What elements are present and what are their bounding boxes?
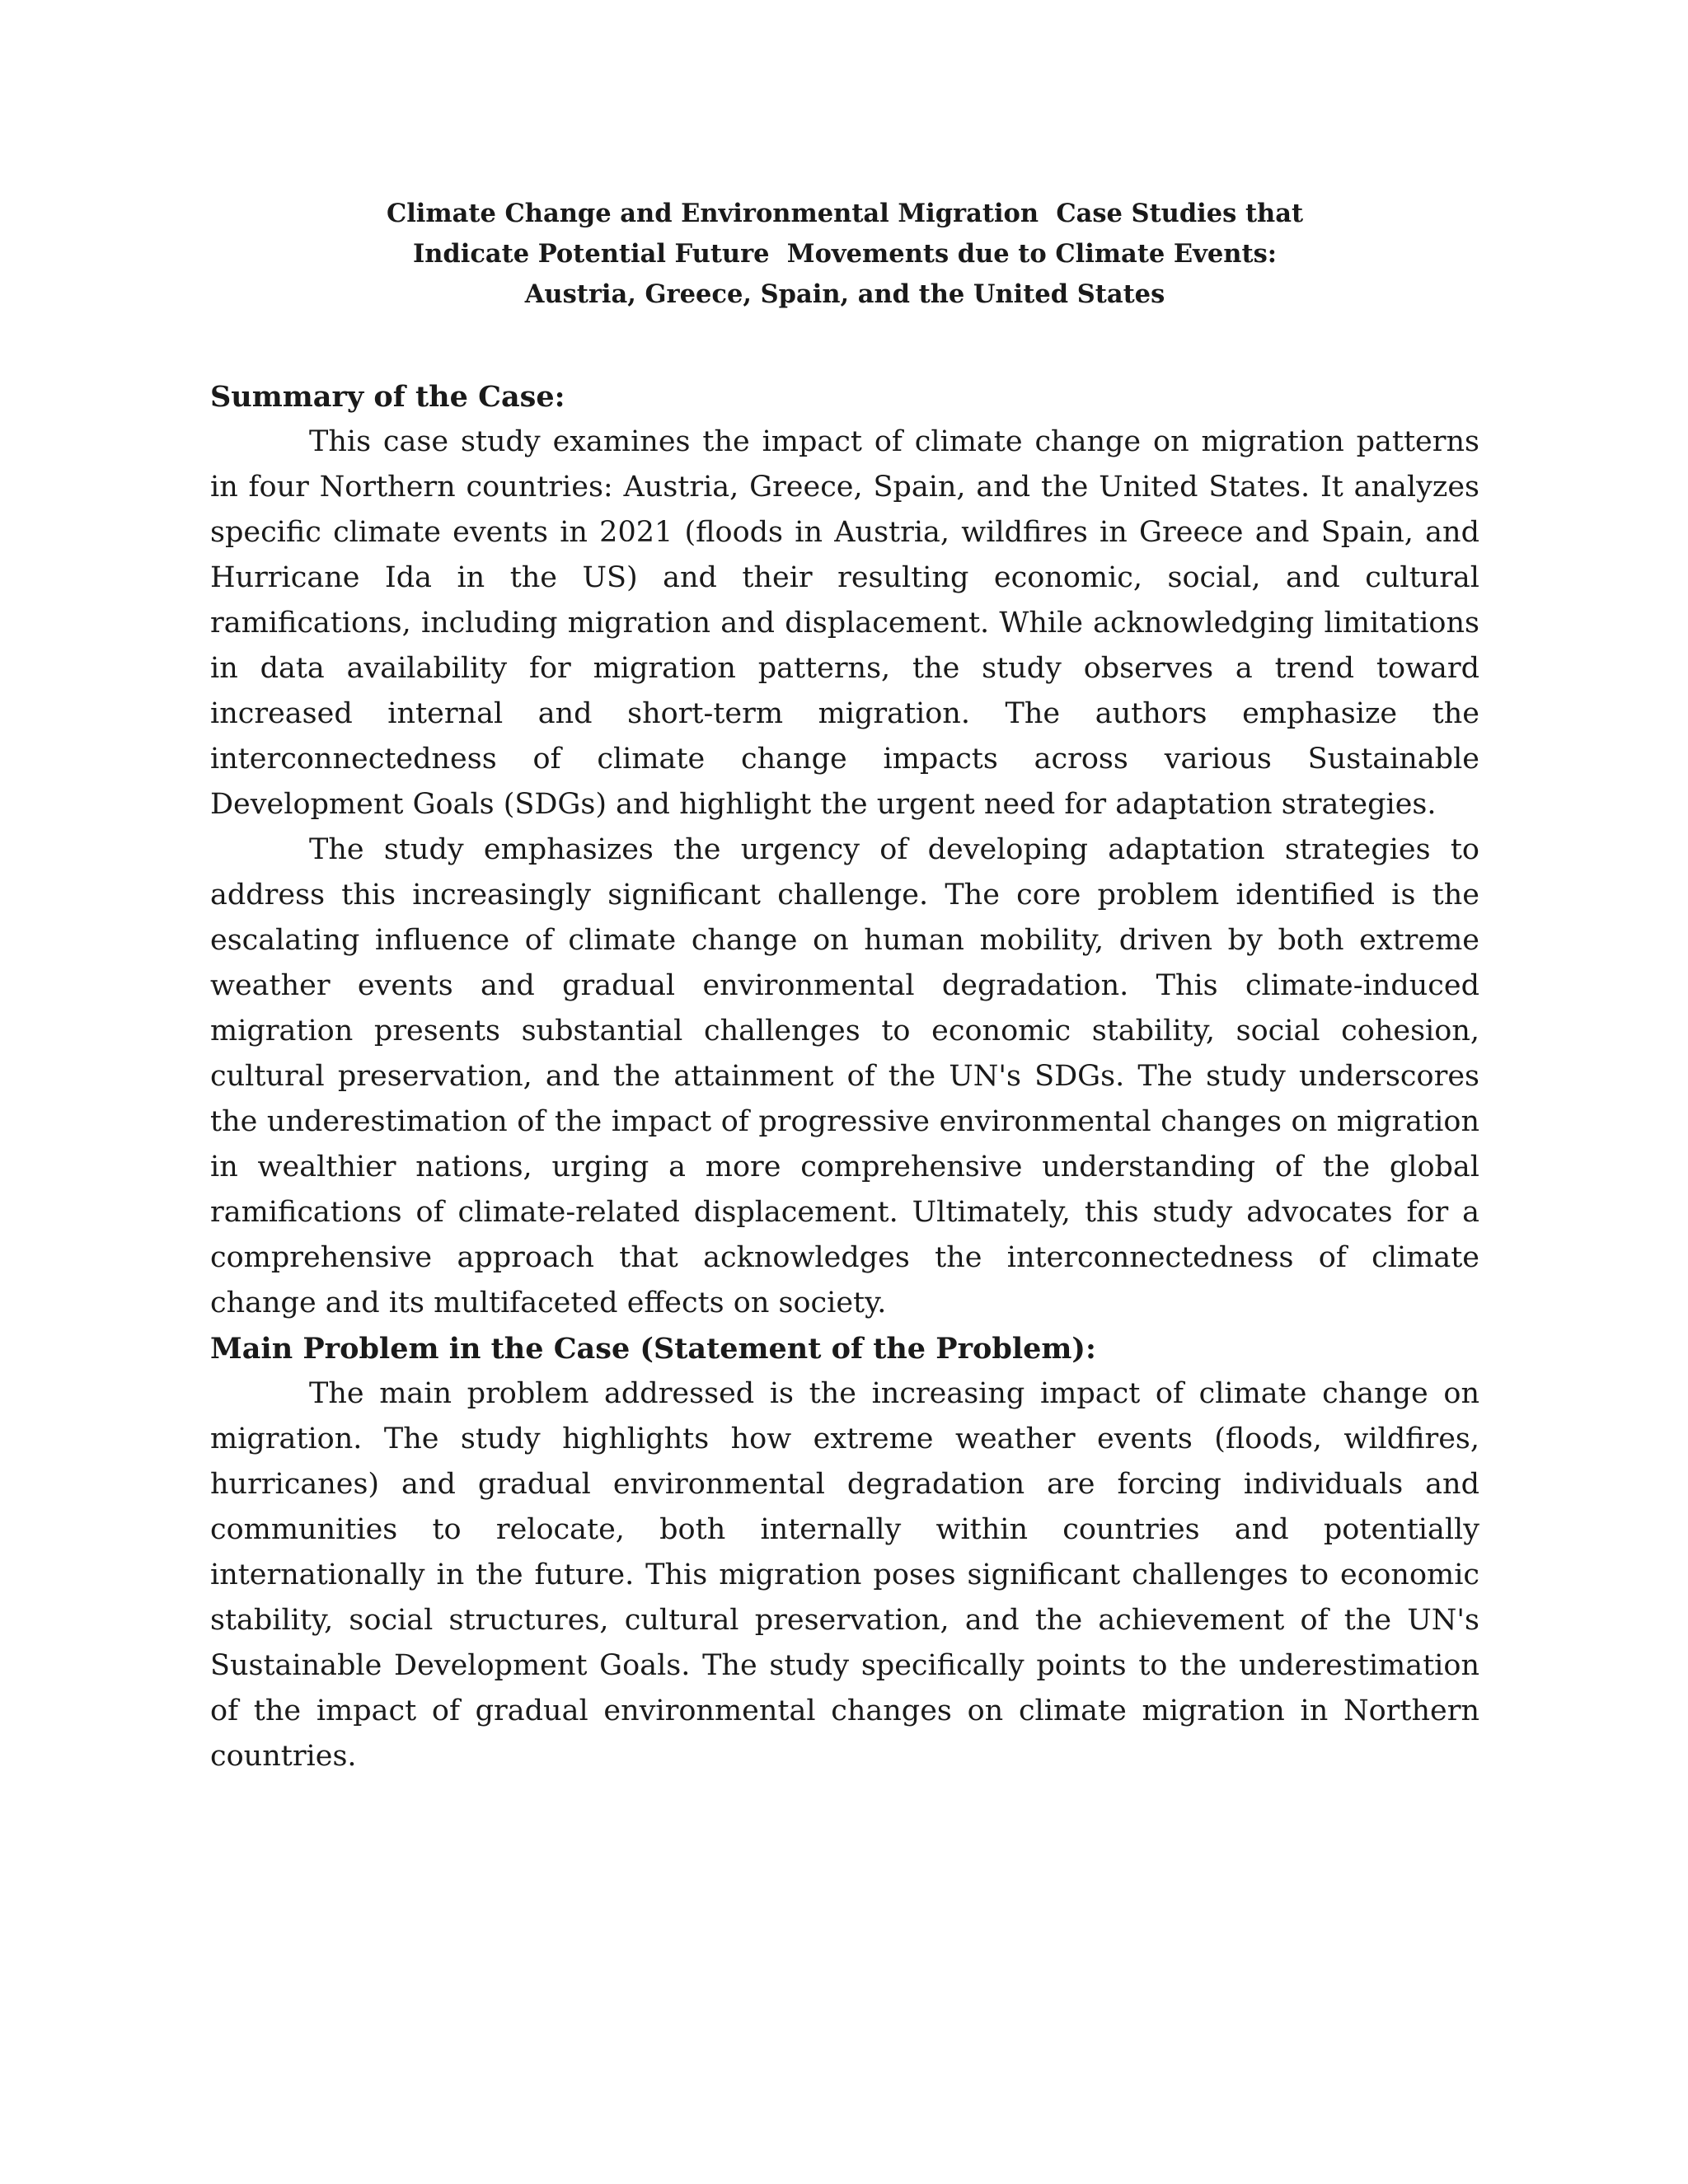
summary-heading: Summary of the Case: (210, 380, 565, 414)
main-problem-paragraph: The main problem addressed is the increasing impact of climate change on migration. The study highlights how extreme weather events (floods, wildfires, hurricanes) and gradual environmental degradation are forcing individuals and communities to relocate, both internally within countries and potentially internationally in the future. This migration poses significant challenges to economic stability, social structures, cultural preservation, and the achievement of the UN's Sustainable Development Goals. The study specifically points to the underestimation of the impact of gradual environmental changes on climate migration in Northern countries. (210, 1377, 1479, 1773)
document-page (210, 194, 1479, 1779)
document-title (210, 194, 1479, 315)
title-line-1: Climate Change and Environmental Migration Case Studies that (386, 199, 1304, 228)
title-line-3: Austria, Greece, Spain, and the United States (524, 279, 1165, 309)
summary-paragraph-1: This case study examines the impact of climate change on migration patterns in four Northern countries: Austria, Greece, Spain, and the United States. It analyzes specific climate events in 2021 (floods in Austria, wildfires in Greece and Spain, and Hurricane Ida in the US) and their resulting economic, social, and cultural ramifications, including migration and displacement. While acknowledging limitations in data availability for migration patterns, the study observes a trend toward increased internal and short-term migration. The authors emphasize the interconnectedness of climate change impacts across various Sustainable Development Goals (SDGs) and highlight the urgent need for adaptation strategies. (210, 425, 1479, 821)
summary-paragraph-2: The study emphasizes the urgency of developing adaptation strategies to address this increasingly significant challenge. The core problem identified is the escalating influence of climate change on human mobility, driven by both extreme weather events and gradual environmental degradation. This climate-induced migration presents substantial challenges to economic stability, social cohesion, cultural preservation, and the attainment of the UN's SDGs. The study underscores the underestimation of the impact of progressive environmental changes on migration in wealthier nations, urging a more comprehensive understanding of the global ramifications of climate-related displacement. Ultimately, this study advocates for a comprehensive approach that acknowledges the interconnectedness of climate change and its multifaceted effects on society. (210, 833, 1479, 1319)
main-problem-heading: Main Problem in the Case (Statement of the Problem): (210, 1332, 1096, 1366)
title-line-2: Indicate Potential Future Movements due to Climate Events: (412, 239, 1278, 269)
